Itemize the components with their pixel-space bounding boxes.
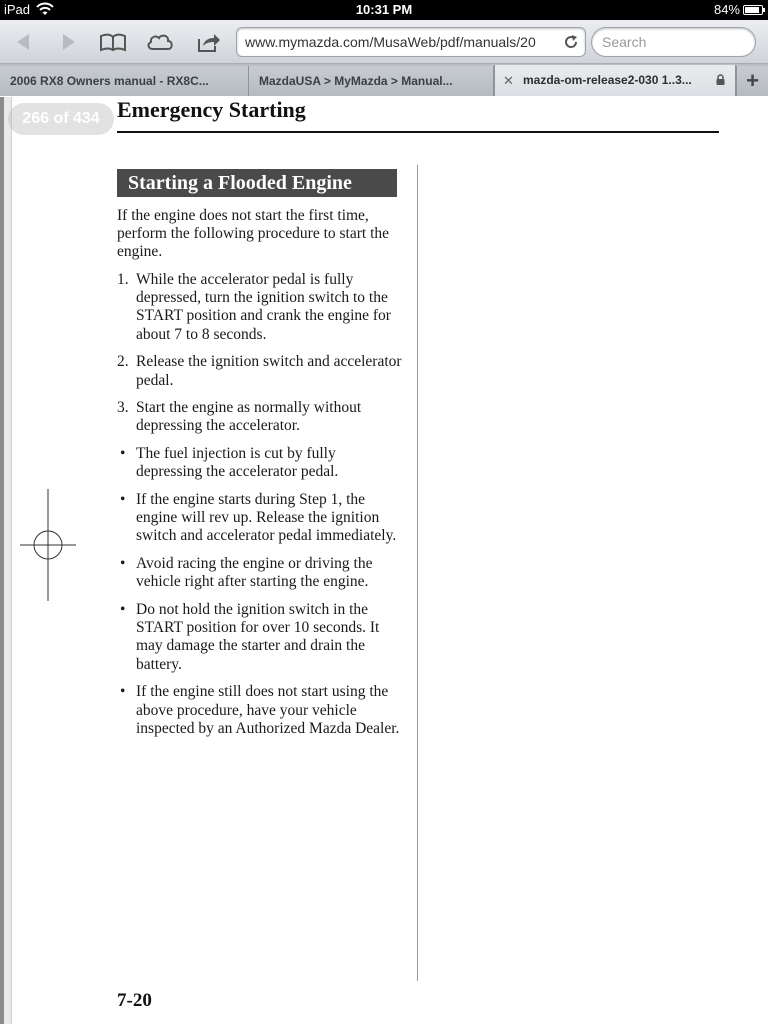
page-number: 7-20: [117, 990, 152, 1011]
pdf-viewer[interactable]: [0, 97, 768, 1024]
page-counter: 266 of 434: [8, 103, 114, 135]
page-shadow: [0, 97, 4, 1024]
tab-rx8-owners-manual[interactable]: [0, 66, 249, 96]
list-item: [117, 271, 402, 344]
step-text: While the accelerator pedal is fully depressed, turn the ignition switch to the START position and crank the engine for about 7 to 8 seconds.: [136, 271, 391, 343]
carrier-label: iPad: [4, 2, 31, 17]
tab-title: 2006 RX8 Owners manual - RX8C...: [10, 74, 209, 88]
forward-arrow-icon: [60, 32, 78, 52]
new-tab-button[interactable]: [736, 66, 768, 96]
icloud-tabs-button[interactable]: [145, 28, 175, 56]
column-divider: [417, 165, 418, 981]
close-tab-icon[interactable]: ✕: [503, 73, 514, 88]
list-item: [117, 491, 402, 546]
bullet-marker: •: [120, 601, 126, 619]
clock: 10:31 PM: [355, 2, 413, 17]
bullet-marker: •: [120, 555, 126, 573]
list-item: [117, 601, 402, 674]
reload-icon[interactable]: [563, 34, 579, 50]
plus-icon: +: [746, 68, 759, 93]
step-number: 1.: [117, 271, 129, 288]
bookmarks-button[interactable]: [98, 28, 128, 56]
battery-icon: [743, 5, 763, 15]
step-text: Start the engine as normally without depressing the accelerator.: [136, 399, 362, 435]
list-item: [117, 399, 402, 435]
bullet-text: If the engine starts during Step 1, the engine will rev up. Release the ignition switch and accelerator pedal immediately.: [136, 491, 397, 545]
bullet-text: The fuel injection is cut by fully depressing the accelerator pedal.: [136, 445, 339, 481]
browser-toolbar: [0, 20, 768, 64]
page-heading: Emergency Starting: [117, 97, 306, 122]
list-item: [117, 353, 402, 389]
back-arrow-icon: [14, 32, 32, 52]
battery-percent: 84%: [713, 2, 740, 17]
forward-button[interactable]: [54, 28, 84, 56]
tab-title: mazda-om-release2-030 1..3...: [523, 73, 692, 87]
bullet-text: Do not hold the ignition switch in the START position for over 10 seconds. It may damage the starter and drain the battery.: [136, 601, 380, 673]
book-icon: [99, 32, 127, 52]
bullet-text: If the engine still does not start using the above procedure, have your vehicle inspected by an Authorized Mazda Dealer.: [136, 683, 400, 737]
registration-mark-icon: [20, 489, 76, 601]
bullet-marker: •: [120, 683, 126, 701]
bullet-marker: •: [120, 445, 126, 463]
list-item: [117, 683, 402, 738]
procedure-list: [117, 271, 402, 747]
tab-bar: [0, 64, 768, 96]
tab-mazda-om-release[interactable]: [494, 65, 736, 96]
cloud-icon: [145, 32, 175, 52]
tab-mazdausa-mymazda[interactable]: [249, 66, 494, 96]
intro-paragraph: If the engine does not start the first time, perform the following procedure to start the engine.: [117, 207, 390, 261]
step-number: 2.: [117, 353, 129, 371]
tab-title: MazdaUSA > MyMazda > Manual...: [259, 74, 453, 88]
search-field[interactable]: [591, 27, 756, 57]
bullet-text: Avoid racing the engine or driving the vehicle right after starting the engine.: [136, 555, 373, 591]
address-bar[interactable]: [236, 27, 586, 57]
bullet-marker: •: [120, 491, 126, 509]
url-text: www.mymazda.com/MusaWeb/pdf/manuals/20: [245, 34, 536, 50]
share-button[interactable]: [194, 28, 224, 56]
section-title: Starting a Flooded Engine: [117, 169, 397, 197]
status-bar: [0, 0, 768, 20]
step-number: 3.: [117, 399, 129, 417]
step-text: Release the ignition switch and accelerator pedal.: [136, 353, 402, 389]
search-input[interactable]: [602, 34, 742, 50]
list-item: [117, 445, 402, 481]
lock-icon: [716, 74, 725, 85]
list-item: [117, 555, 402, 591]
heading-rule: [117, 131, 719, 133]
share-icon: [196, 31, 222, 53]
back-button[interactable]: [8, 28, 38, 56]
